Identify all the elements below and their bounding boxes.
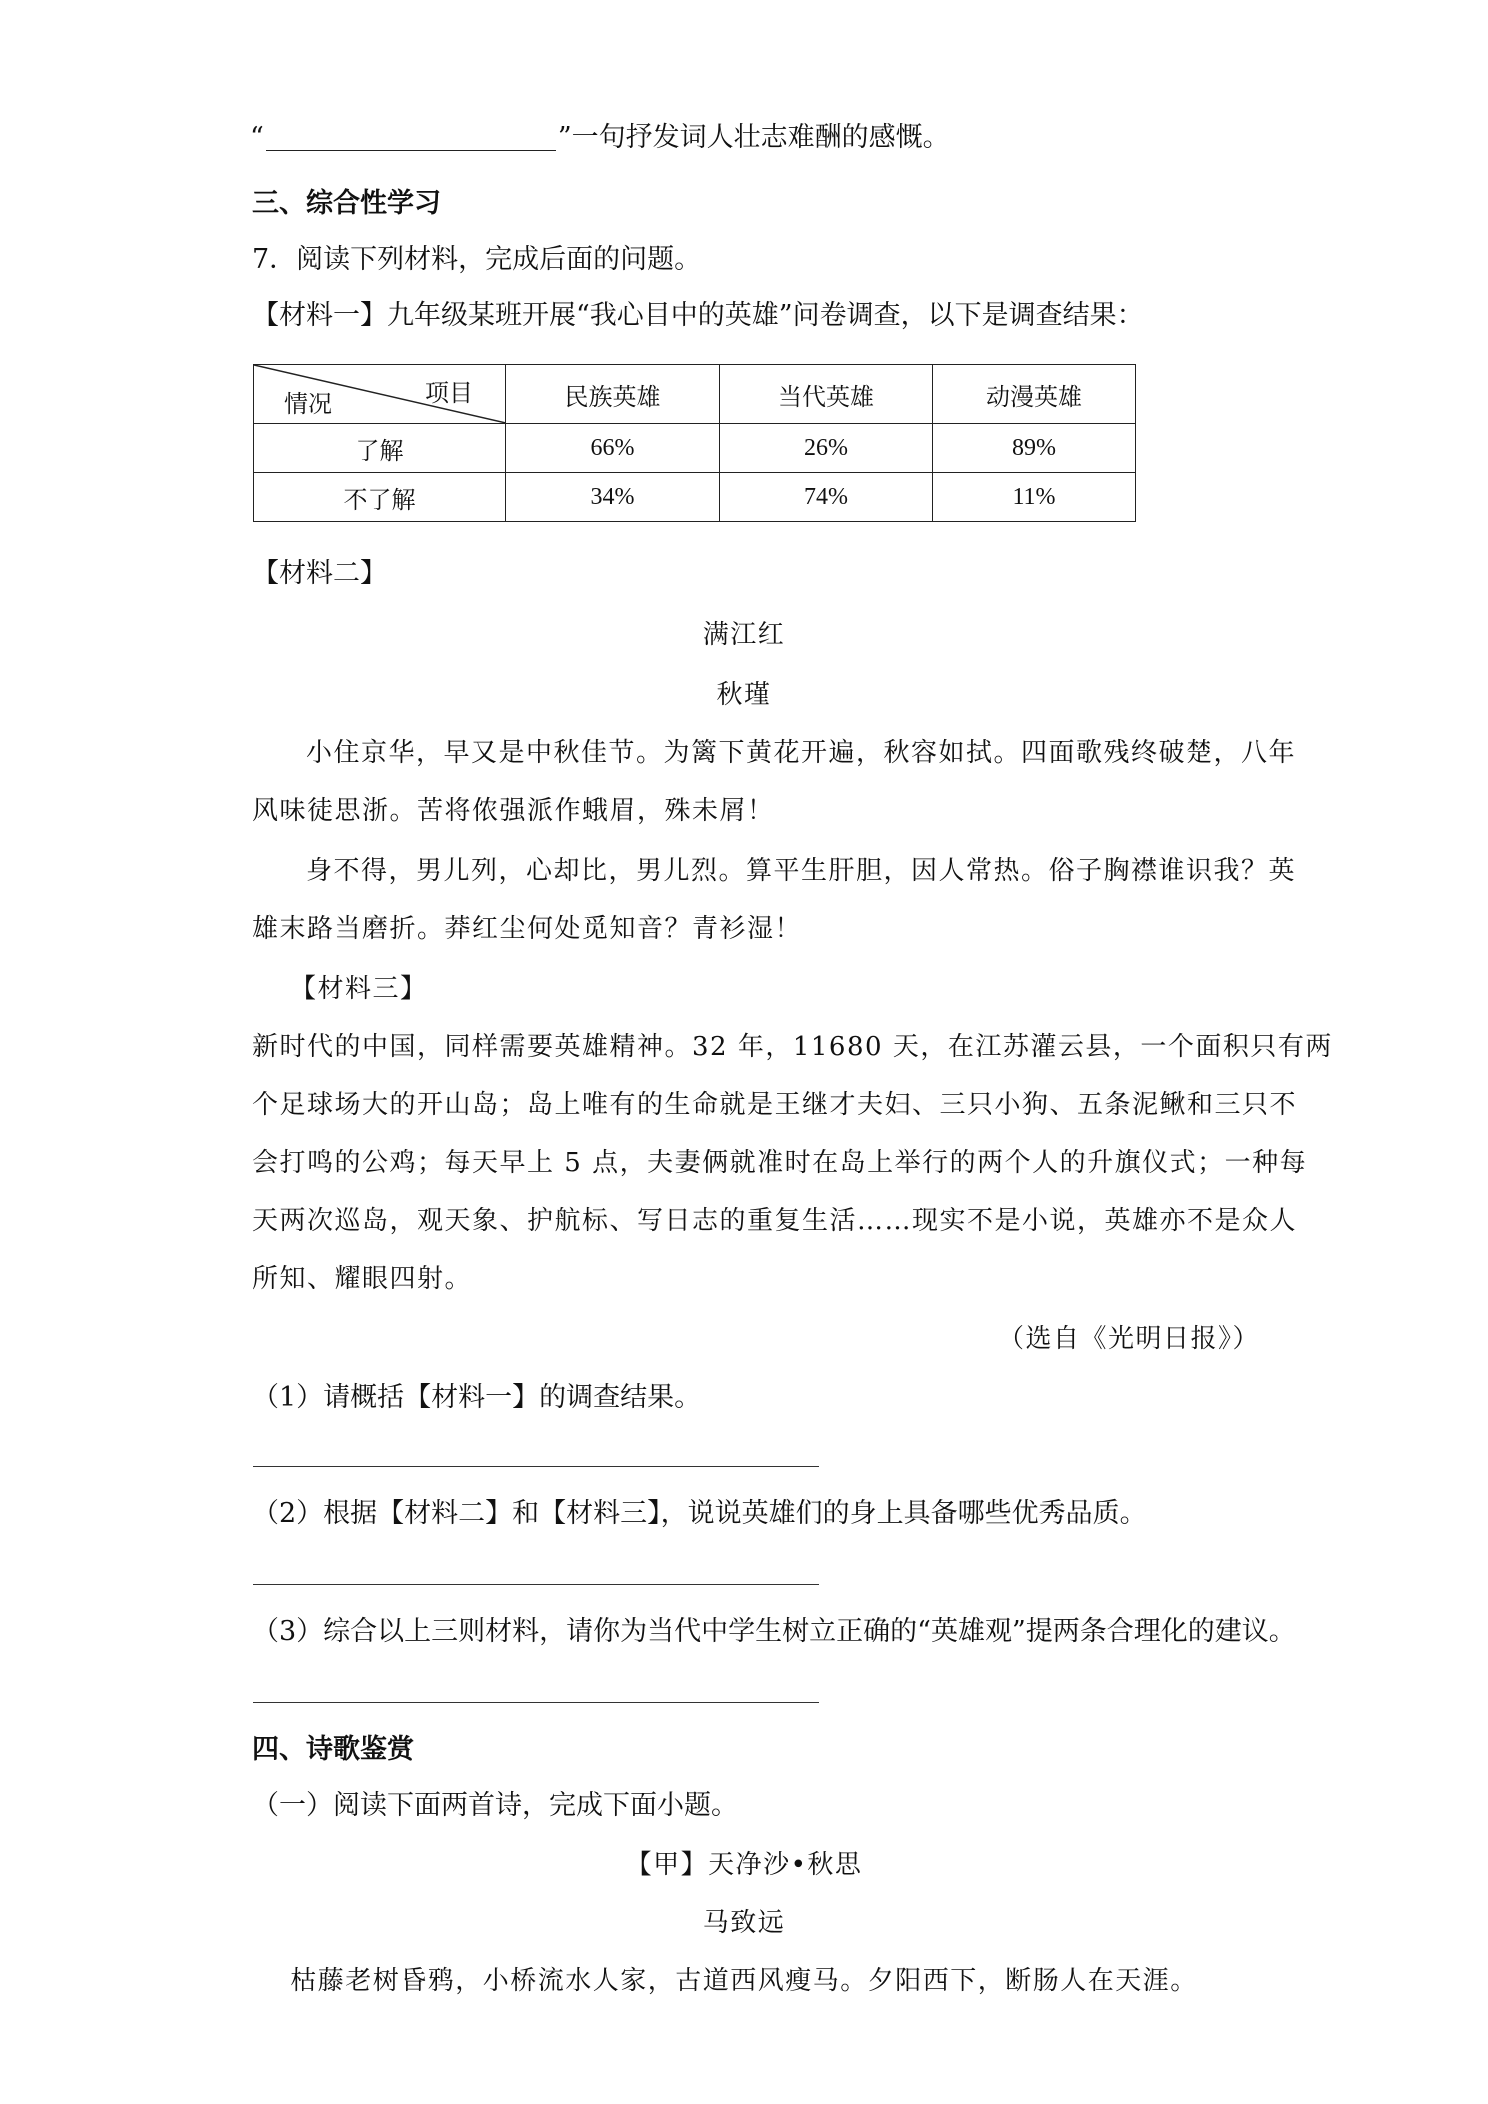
table-cell: 89%: [933, 424, 1136, 473]
question-7: 7．阅读下列材料，完成后面的问题。: [252, 244, 702, 275]
answer-line-1[interactable]: [253, 1466, 819, 1467]
material3-line: 天两次巡岛，观天象、护航标、写日志的重复生活……现实不是小说，英雄亦不是众人: [252, 1206, 1298, 1236]
q6-tail-line: [250, 124, 950, 151]
open-quote: “: [250, 122, 264, 153]
row-label: 不了解: [254, 473, 506, 522]
table-row: [254, 424, 1136, 473]
section4-intro: （一）阅读下面两首诗，完成下面小题。: [252, 1790, 738, 1821]
poem2-line: 身不得，男儿列，心却比，男儿烈。算平生肝胆，因人常热。俗子胸襟谁识我？英: [306, 856, 1297, 886]
poem-jia-author: 马致远: [702, 1908, 786, 1938]
corner-label-status: 情况: [284, 392, 332, 418]
material3-line: 所知、耀眼四射。: [252, 1264, 473, 1294]
q6-tail-text: ”一句抒发词人壮志难酬的感慨。: [557, 122, 950, 153]
material3-line: 新时代的中国，同样需要英雄精神。32 年，11680 天，在江苏灌云县，一个面积只有两: [252, 1032, 1333, 1062]
poem2-author: 秋瑾: [716, 680, 772, 710]
table-corner-cell: [254, 365, 506, 424]
table-cell: 34%: [506, 473, 720, 522]
section-heading-3: 三、综合性学习: [252, 188, 441, 219]
row-label: 了解: [254, 424, 506, 473]
material1-intro: 【材料一】九年级某班开展“我心目中的英雄”问卷调查，以下是调查结果：: [252, 300, 1144, 331]
poem2-title: 满江红: [702, 620, 786, 650]
sub-question-2: （2）根据【材料二】和【材料三】，说说英雄们的身上具备哪些优秀品质。: [252, 1498, 1147, 1529]
corner-label-items: 项目: [425, 381, 473, 407]
section-heading-4: 四、诗歌鉴赏: [252, 1734, 414, 1765]
answer-line-3[interactable]: [253, 1702, 819, 1703]
table-header: 动漫英雄: [933, 365, 1136, 424]
poem-jia-title: 【甲】天净沙•秋思: [625, 1850, 863, 1880]
material3-label: 【材料三】: [290, 974, 428, 1004]
source-citation: （选自《光明日报》）: [998, 1324, 1261, 1354]
answer-line-2[interactable]: [253, 1584, 819, 1585]
table-header-row: [254, 365, 1136, 424]
table-cell: 11%: [933, 473, 1136, 522]
sub-question-3: （3）综合以上三则材料，请你为当代中学生树立正确的“英雄观”提两条合理化的建议。: [252, 1616, 1296, 1647]
sub-question-1: （1）请概括【材料一】的调查结果。: [252, 1382, 702, 1413]
answer-blank[interactable]: [266, 126, 556, 151]
material3-line: 个足球场大的开山岛；岛上唯有的生命就是王继才夫妇、三只小狗、五条泥鳅和三只不: [252, 1090, 1298, 1120]
table-cell: 74%: [720, 473, 933, 522]
poem2-line: 风味徒思浙。苦将侬强派作蛾眉，殊未屑！: [252, 796, 775, 826]
survey-table: [253, 364, 1136, 522]
poem-jia-line: 枯藤老树昏鸦，小桥流水人家，古道西风瘦马。夕阳西下，断肠人在天涯。: [290, 1966, 1198, 1996]
table-row: [254, 473, 1136, 522]
poem2-line: 小住京华，早又是中秋佳节。为篱下黄花开遍，秋容如拭。四面歌残终破楚，八年: [306, 738, 1297, 768]
material3-line: 会打鸣的公鸡；每天早上 5 点，夫妻俩就准时在岛上举行的两个人的升旗仪式；一种每: [252, 1148, 1308, 1178]
table-cell: 66%: [506, 424, 720, 473]
table-cell: 26%: [720, 424, 933, 473]
table-header: 当代英雄: [720, 365, 933, 424]
material2-label: 【材料二】: [252, 558, 387, 589]
poem2-line: 雄末路当磨折。莽红尘何处觅知音？青衫湿！: [252, 914, 803, 944]
table-header: 民族英雄: [506, 365, 720, 424]
